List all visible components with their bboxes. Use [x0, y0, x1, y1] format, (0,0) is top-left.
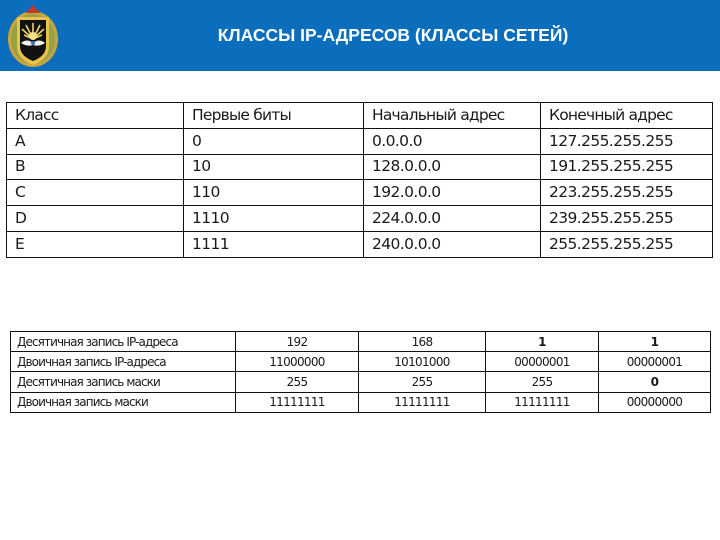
row-label: Десятичная запись IP-адреса — [11, 332, 236, 352]
cell-end-address: 239.255.255.255 — [541, 206, 713, 232]
table-row — [7, 154, 713, 180]
cell-first-bits: 10 — [184, 154, 364, 180]
cell-first-bits: 1110 — [184, 206, 364, 232]
octet-cell: 0 — [599, 372, 711, 392]
column-header-start-address: Начальный адрес — [364, 103, 541, 129]
octet-cell: 00000000 — [599, 392, 711, 412]
cell-end-address: 223.255.255.255 — [541, 180, 713, 206]
header-bar — [0, 0, 720, 71]
octet-cell: 192 — [236, 332, 359, 352]
column-header-first-bits: Первые биты — [184, 103, 364, 129]
row-label: Двоичная запись маски — [11, 392, 236, 412]
octet-cell: 1 — [486, 332, 599, 352]
table-row — [11, 332, 711, 352]
octet-cell: 168 — [359, 332, 486, 352]
table-row — [7, 128, 713, 154]
octet-cell: 11111111 — [359, 392, 486, 412]
octet-cell: 255 — [236, 372, 359, 392]
octet-cell: 255 — [359, 372, 486, 392]
table-row — [7, 231, 713, 257]
octet-cell: 11000000 — [236, 352, 359, 372]
column-header-end-address: Конечный адрес — [541, 103, 713, 129]
table-row — [11, 372, 711, 392]
row-label: Двоичная запись IP-адреса — [11, 352, 236, 372]
cell-end-address: 191.255.255.255 — [541, 154, 713, 180]
octet-cell: 255 — [486, 372, 599, 392]
cell-start-address: 128.0.0.0 — [364, 154, 541, 180]
ip-mask-table — [10, 331, 711, 413]
cell-class: B — [7, 154, 184, 180]
cell-first-bits: 110 — [184, 180, 364, 206]
page-title: КЛАССЫ IP-АДРЕСОВ (КЛАССЫ СЕТЕЙ) — [217, 25, 569, 45]
octet-cell: 00000001 — [486, 352, 599, 372]
table-header-row — [7, 103, 713, 129]
cell-class: C — [7, 180, 184, 206]
table-row — [7, 206, 713, 232]
cell-first-bits: 0 — [184, 128, 364, 154]
cell-class: A — [7, 128, 184, 154]
octet-cell: 00000001 — [599, 352, 711, 372]
cell-start-address: 240.0.0.0 — [364, 231, 541, 257]
ip-class-table — [6, 102, 713, 258]
octet-cell: 11111111 — [236, 392, 359, 412]
cell-class: E — [7, 231, 184, 257]
table-row — [11, 352, 711, 372]
table-row — [11, 392, 711, 412]
octet-cell: 10101000 — [359, 352, 486, 372]
cell-end-address: 127.255.255.255 — [541, 128, 713, 154]
cell-first-bits: 1111 — [184, 231, 364, 257]
cell-start-address: 192.0.0.0 — [364, 180, 541, 206]
cell-start-address: 0.0.0.0 — [364, 128, 541, 154]
cell-end-address: 255.255.255.255 — [541, 231, 713, 257]
octet-cell: 1 — [599, 332, 711, 352]
row-label: Десятичная запись маски — [11, 372, 236, 392]
column-header-class: Класс — [7, 103, 184, 129]
table-row — [7, 180, 713, 206]
cell-start-address: 224.0.0.0 — [364, 206, 541, 232]
octet-cell: 11111111 — [486, 392, 599, 412]
cell-class: D — [7, 206, 184, 232]
